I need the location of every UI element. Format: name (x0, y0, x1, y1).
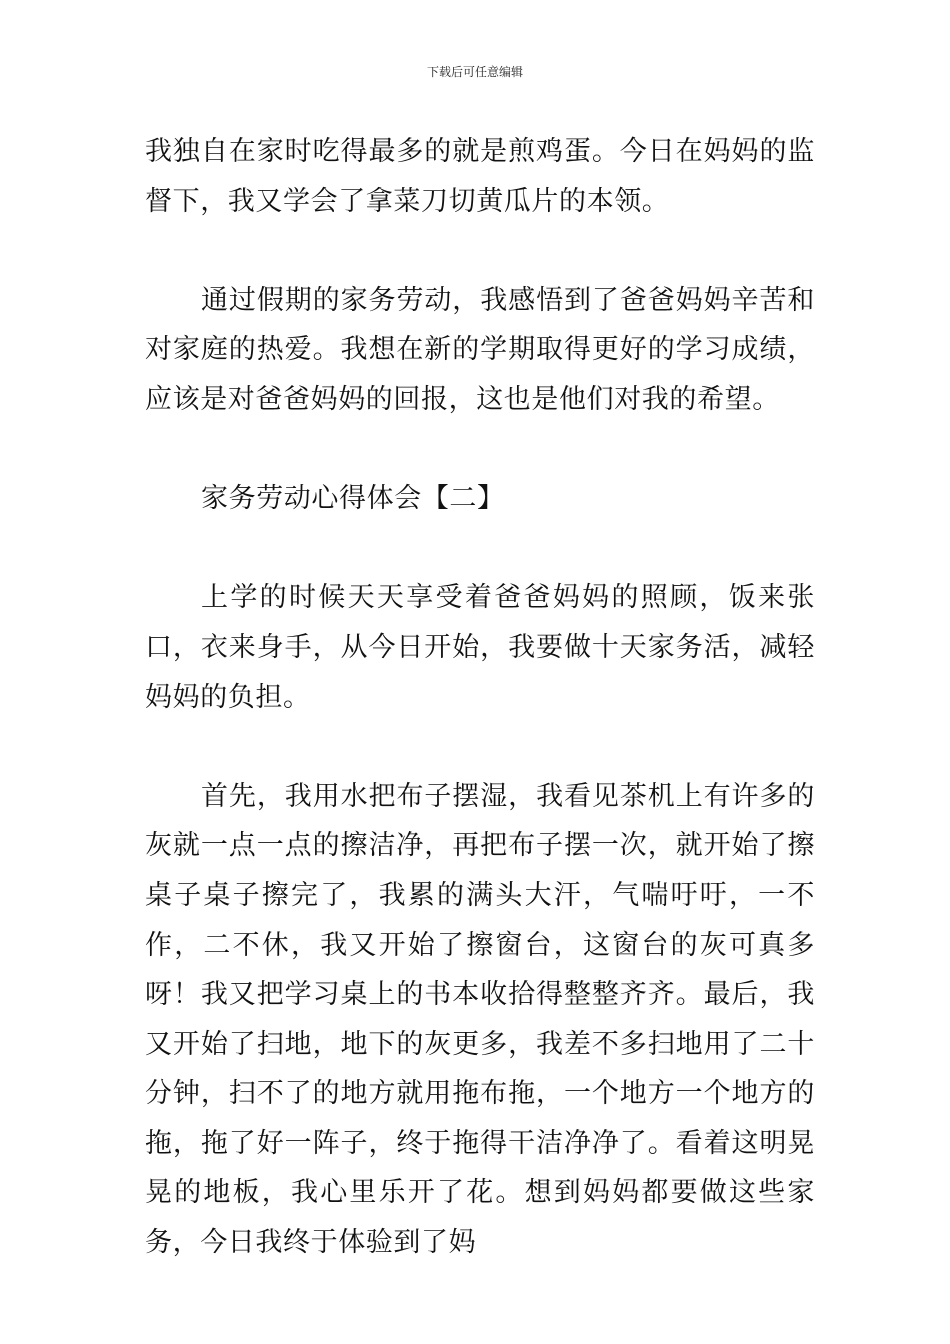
paragraph-3: 上学的时候天天享受着爸爸妈妈的照顾，饭来张口，衣来身手，从今日开始，我要做十天家务活，减轻妈妈的负担。 (145, 582, 815, 713)
section-heading: 家务劳动心得体会【二】 (201, 483, 505, 515)
paragraph-4: 首先，我用水把布子摆湿，我看见茶机上有许多的灰就一点一点的擦洁净，再把布子摆一次，就开始了擦桌子桌子擦完了，我累的满头大汗，气喘吁吁，一不作，二不休，我又开始了擦窗台，这窗台的灰可真多呀！我又把学习桌上的书本收拾得整整齐齐。最后，我又开始了扫地，地下的灰更多，我差不多扫地用了二十分钟，扫不了的地方就用拖布拖，一个地方一个地方的拖，拖了好一阵子，终于拖得干洁净净了。看着这明晃晃的地板，我心里乐开了花。想到妈妈都要做这些家务，今日我终于体验到了妈 (145, 780, 815, 1259)
paragraph-1: 我独自在家时吃得最多的就是煎鸡蛋。今日在妈妈的监督下，我又学会了拿菜刀切黄瓜片的本领。 (145, 136, 815, 217)
page-header: 下载后可任意编辑 (426, 65, 523, 79)
document-body (145, 127, 815, 1268)
paragraph-2: 通过假期的家务劳动，我感悟到了爸爸妈妈辛苦和对家庭的热爱。我想在新的学期取得更好的学习成绩，应该是对爸爸妈妈的回报，这也是他们对我的希望。 (145, 284, 815, 415)
